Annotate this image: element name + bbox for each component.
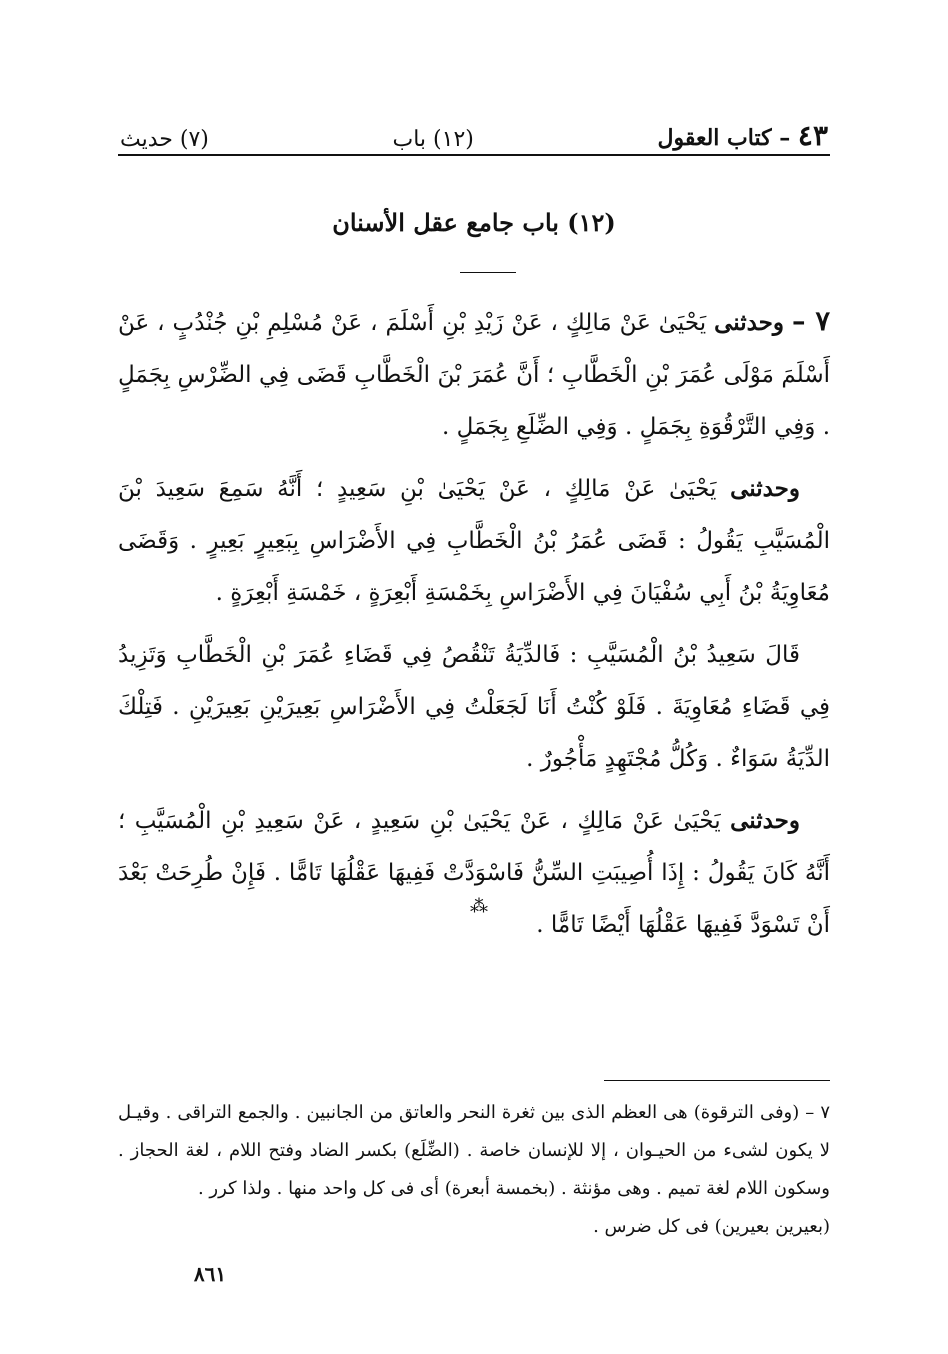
header-book: [657, 119, 828, 152]
hadith-number: ٧ –: [791, 306, 831, 337]
header-rule: [118, 154, 830, 156]
paragraph: [118, 795, 830, 951]
header-hadith: (٧) حديث: [120, 127, 209, 152]
page-number: ٨٦١: [193, 1262, 227, 1286]
footnotes: [118, 1094, 830, 1246]
header-book-title: – كتاب العقول: [657, 125, 791, 151]
paragraph: [118, 629, 830, 785]
paragraph: [118, 296, 830, 453]
header-book-number: ٤٣: [797, 119, 828, 152]
header-chapter: (١٢) باب: [392, 127, 474, 152]
paragraph-text: يَحْيَىٰ عَنْ مَالِكٍ ، عَنْ زَيْدِ بْنِ أَسْلَمَ ، عَنْ مُسْلِمِ بْنِ جُنْدُبٍ ، عَنْ أَسْلَمَ مَوْلَى عُمَرَ بْنِ الْخَطَّابِ ؛ أَنَّ عُمَرَ بْنَ الْخَطَّابِ قَضَى فِي الضِّرْسِ بِجَمَلٍ . وَفِي التَّرْقُوَةِ بِجَمَلٍ . وَفِي الضِّلَعِ بِجَمَلٍ .: [118, 310, 830, 440]
paragraph: [118, 463, 830, 619]
main-text: [118, 296, 830, 961]
paragraph-lead: وحدثنى: [730, 807, 801, 834]
paragraph-text: يَحْيَىٰ عَنْ مَالِكٍ ، عَنْ يَحْيَىٰ بْنِ سَعِيدٍ ؛ أَنَّهُ سَمِعَ سَعِيدَ بْنَ الْمُسَيَّبِ يَقُولُ : قَضَى عُمَرُ بْنُ الْخَطَّابِ فِي الأَضْرَاسِ بِبَعِيرٍ بَعِيرٍ . وَقَضَى مُعَاوِيَةُ بْنُ أَبِي سُفْيَانَ فِي الأَضْرَاسِ بِخَمْسَةِ أَبْعِرَةٍ ، خَمْسَةِ أَبْعِرَةٍ .: [118, 476, 830, 606]
paragraph-text: يَحْيَىٰ عَنْ مَالِكٍ ، عَنْ يَحْيَىٰ بْنِ سَعِيدٍ ، عَنْ سَعِيدِ بْنِ الْمُسَيَّبِ ؛ أَنَّهُ كَانَ يَقُولُ : إِذَا أُصِيبَتِ السِّنُّ فَاسْوَدَّتْ فَفِيهَا عَقْلُهَا تَامًّا . فَإِنْ طُرِحَتْ بَعْدَ أَنْ تَسْوَدَّ فَفِيهَا عَقْلُهَا أَيْضًا تَامًّا .: [118, 808, 830, 938]
footnote-rule: [604, 1080, 830, 1081]
asterism-ornament: ⁂: [470, 896, 490, 917]
title-rule: [460, 272, 516, 273]
running-header: [120, 112, 828, 152]
footnote: (بعيرين بعيرين) فى كل ضرس .: [593, 1216, 830, 1237]
paragraph-lead: وحدثنى: [714, 309, 784, 336]
paragraph-text: قَالَ سَعِيدُ بْنُ الْمُسَيَّبِ : فَالدِّيَةُ تَنْقُصُ فِي قَضَاءِ عُمَرَ بْنِ الْخَطَّابِ وَتَزِيدُ فِي قَضَاءِ مُعَاوِيَةَ . فَلَوْ كُنْتُ أَنَا لَجَعَلْتُ فِي الأَضْرَاسِ بَعِيرَيْنِ بَعِيرَيْنِ . فَتِلْكَ الدِّيَةُ سَوَاءٌ . وَكُلُّ مُجْتَهِدٍ مَأْجُورٌ .: [118, 642, 830, 772]
footnote: ٧ – (وفى الترقوة) هى العظم الذى بين ثغرة النحر والعاتق من الجانبين . والجمع التراقى . وقيـل لا يكون لشىء من الحيـوان ، إلا للإنسان خاصة . (الضِّلَع) بكسر الضاد وفتح اللام ، لغة الحجاز . وسكون اللام لغة تميم . وهى مؤنثة . (بخمسة أبعرة) أى فى كل واحد منها . ولذا كرر .: [118, 1102, 830, 1199]
chapter-title: (١٢) باب جامع عقل الأسنان: [332, 208, 616, 237]
paragraph-lead: وحدثنى: [730, 475, 800, 502]
